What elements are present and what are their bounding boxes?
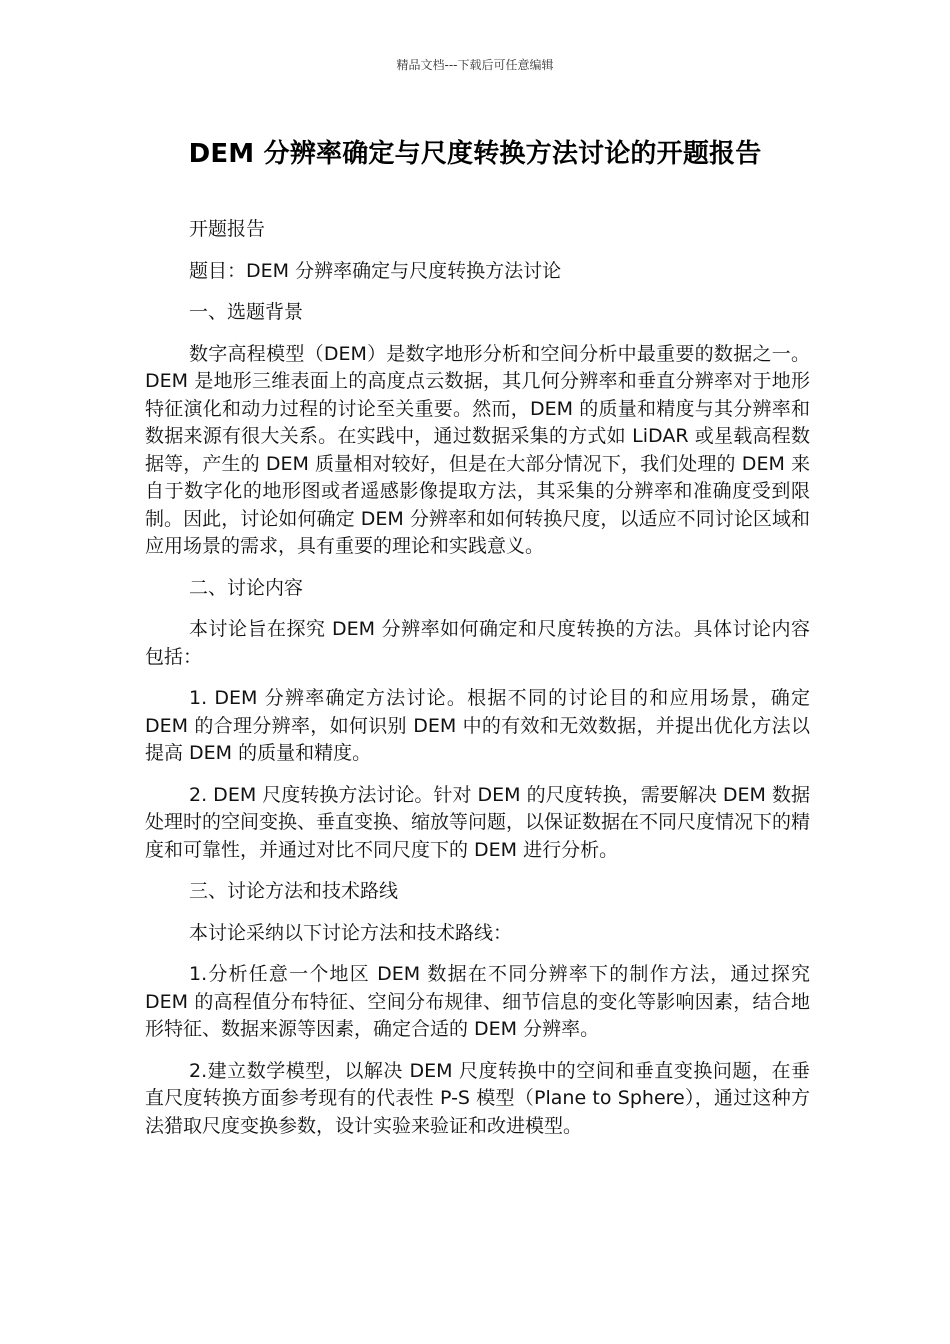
topic-line: 题目：DEM 分辨率确定与尺度转换方法讨论 — [189, 259, 562, 282]
report-label: 开题报告 — [189, 218, 266, 240]
section-heading-content: 二、讨论内容 — [189, 576, 304, 599]
section-heading-methods: 三、讨论方法和技术路线 — [189, 880, 399, 902]
paragraph-methods-item-2: 2.建立数学模型，以解决 DEM 尺度转换中的空间和垂直变换问题，在垂直尺度转换方面参考现有的代表性 P-S 模型（Plane to Sphere），通过这种方法猎取尺度变换参数，设计实验来验证和改进模型。 — [145, 1059, 810, 1137]
page-header-watermark: 精品文档---下载后可任意编辑 — [396, 58, 554, 72]
paragraph-background: 数字高程模型（DEM）是数字地形分析和空间分析中最重要的数据之一。DEM 是地形三维表面上的高度点云数据，其几何分辨率和垂直分辨率对于地形特征演化和动力过程的讨论至关重要。然而，DEM 的质量和精度与其分辨率和数据来源有很大关系。在实践中，通过数据采集的方式如 LiDAR 或星载高程数据等，产生的 DEM 质量相对较好，但是在大部分情况下，我们处理的 DEM 来自于数字化的地形图或者遥感影像提取方法，其采集的分辨率和准确度受到限制。因此，讨论如何确定 DEM 分辨率和如何转换尺度，以适应不同讨论区域和应用场景的需求，具有重要的理论和实践意义。 — [145, 342, 810, 557]
paragraph-methods-item-1: 1.分析任意一个地区 DEM 数据在不同分辨率下的制作方法，通过探究 DEM 的高程值分布特征、空间分布规律、细节信息的变化等影响因素，结合地形特征、数据来源等因素，确定合适的 DEM 分辨率。 — [145, 963, 810, 1040]
section-heading-background: 一、选题背景 — [189, 301, 304, 323]
paragraph-content-item-2: 2. DEM 尺度转换方法讨论。针对 DEM 的尺度转换，需要解决 DEM 数据处理时的空间变换、垂直变换、缩放等问题，以保证数据在不同尺度情况下的精度和可靠性，并通过对比不同尺度下的 DEM 进行分析。 — [145, 783, 811, 861]
document-body — [145, 216, 810, 1154]
paragraph-content-item-1: 1. DEM 分辨率确定方法讨论。根据不同的讨论目的和应用场景，确定 DEM 的合理分辨率，如何识别 DEM 中的有效和无效数据，并提出优化方法以提高 DEM 的质量和精度。 — [145, 687, 810, 764]
paragraph-content-intro: 本讨论旨在探究 DEM 分辨率如何确定和尺度转换的方法。具体讨论内容包括： — [145, 618, 810, 668]
paragraph-methods-intro: 本讨论采纳以下讨论方法和技术路线： — [189, 921, 513, 944]
document-title: DEM 分辨率确定与尺度转换方法讨论的开题报告 — [188, 139, 762, 169]
